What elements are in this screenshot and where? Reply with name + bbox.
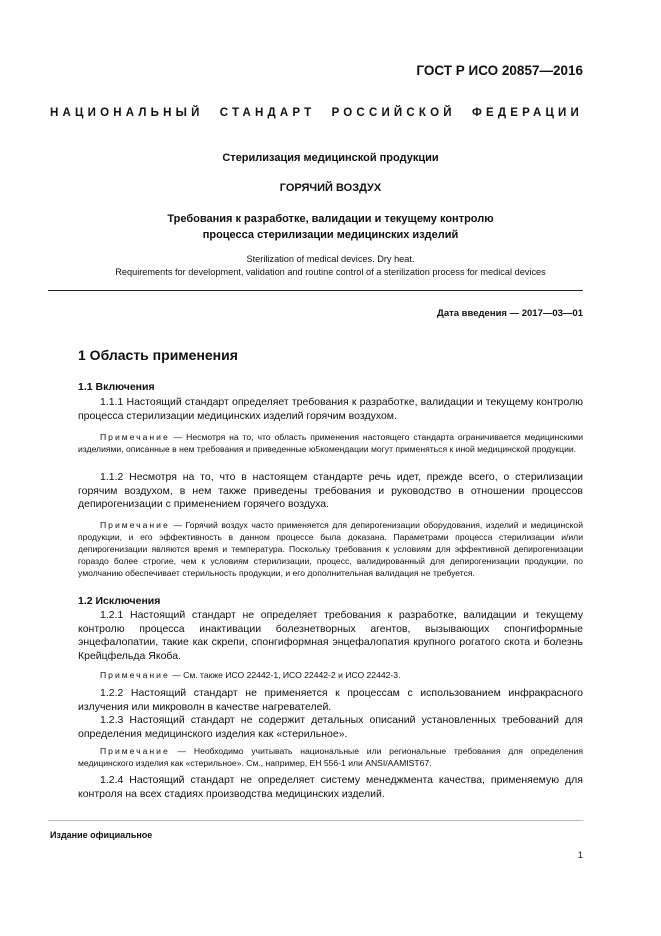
page-number: 1 bbox=[577, 850, 583, 860]
note-2-text: — Горячий воздух часто применяется для депирогенизации оборудования, изделий и медицинской продукции, и его эффективность в данном процессе была доказана. Параметрами процесса стерилизации и/или депирогенизации являются время и температура. Поскольку требования к условиям для эффективной депирогенизации гораздо более строгие, чем к условиям стерилизации, процесс, валидированный для депирогенизации продукции, по умолчанию обеспечивает стерильность продукции, и его дополнительная валидация не требуется. bbox=[78, 520, 583, 578]
paragraph-1-1-2: 1.1.2 Несмотря на то, что в настоящем стандарте речь идет, прежде всего, о стерилизации горячим воздухом, в нем также приведены требования и руководство в отношении процессов депирогенизации с применением горячего воздуха. bbox=[78, 471, 583, 510]
note-1 bbox=[78, 431, 583, 455]
paragraph-1-2-1: 1.2.1 Настоящий стандарт не определяет требования к разработке, валидации и текущему контролю процесса инактивации болезнетворных агентов, вызывающих спонгиформные энцефалопатии, такие как скрепи, спонгиформная энцефалопатия крупного рогатого скота и болезнь Крейцфельда Якоба. bbox=[78, 609, 583, 662]
note-4 bbox=[78, 745, 583, 769]
english-title-line1: Sterilization of medical devices. Dry heat. bbox=[246, 254, 415, 264]
document-code: ГОСТ Р ИСО 20857—2016 bbox=[416, 63, 583, 78]
subsection-heading-exclusions: 1.2 Исключения bbox=[78, 595, 161, 607]
paragraph-1-2-3: 1.2.3 Настоящий стандарт не содержит детальных описаний установленных требований для определения медицинского изделия как «стерильное». bbox=[78, 714, 583, 740]
note-2 bbox=[78, 519, 583, 579]
note-1-text: — Несмотря на то, что область применения настоящего стандарта ограничивается медицинскими изделиями, описанные в нем требования и приведенные ю5комендации могут применяться к иной медицинской продукции. bbox=[78, 432, 583, 454]
note-4-text: — Необходимо учитывать национальные или региональные требования для определения медицинского изделия как «стерильное». См., например, ЕН 556-1 или ANSI/AAMIST67. bbox=[78, 746, 583, 768]
introduction-date: Дата введения — 2017—03—01 bbox=[437, 308, 583, 319]
title-main: ГОРЯЧИЙ ВОЗДУХ bbox=[279, 182, 382, 194]
standard-banner: НАЦИОНАЛЬНЫЙ СТАНДАРТ РОССИЙСКОЙ ФЕДЕРАЦИИ bbox=[50, 107, 583, 119]
paragraph-1-2-2: 1.2.2 Настоящий стандарт не применяется к процессам с использованием инфракрасного излучения или микроволн в качестве нагревателей. bbox=[78, 687, 583, 713]
note-3-text: — См. также ИСО 22442-1, ИСО 22442-2 и ИСО 22442-3. bbox=[169, 670, 401, 680]
paragraph-1-1-1: 1.1.1 Настоящий стандарт определяет требования к разработке, валидации и текущему контролю процесса стерилизации медицинских изделий горячим воздухом. bbox=[78, 396, 583, 422]
title-requirements-line1: Требования к разработке, валидации и текущему контролю bbox=[167, 213, 494, 225]
title-divider bbox=[48, 290, 583, 291]
footer-divider bbox=[48, 820, 583, 821]
edition-label: Издание официальное bbox=[50, 830, 153, 840]
note-3 bbox=[78, 669, 583, 681]
note-1-lead: Примечание bbox=[100, 432, 170, 442]
note-2-lead: Примечание bbox=[100, 520, 170, 530]
title-requirements-line2: процесса стерилизации медицинских изделий bbox=[202, 229, 459, 241]
note-4-lead: Примечание bbox=[100, 746, 170, 756]
english-title bbox=[40, 253, 621, 279]
note-3-lead: Примечание bbox=[100, 670, 170, 680]
title-subject: Стерилизация медицинской продукции bbox=[222, 152, 439, 164]
english-title-line2: Requirements for development, validation and routine control of a sterilization process for medical devices bbox=[115, 267, 546, 277]
subsection-heading-inclusions: 1.1 Включения bbox=[78, 381, 155, 393]
paragraph-1-2-4: 1.2.4 Настоящий стандарт не определяет систему менеджмента качества, применяемую для контроля на всех стадиях производства медицинских изделий. bbox=[78, 774, 583, 800]
section-heading-scope: 1 Область применения bbox=[78, 347, 238, 363]
title-requirements bbox=[40, 211, 621, 243]
